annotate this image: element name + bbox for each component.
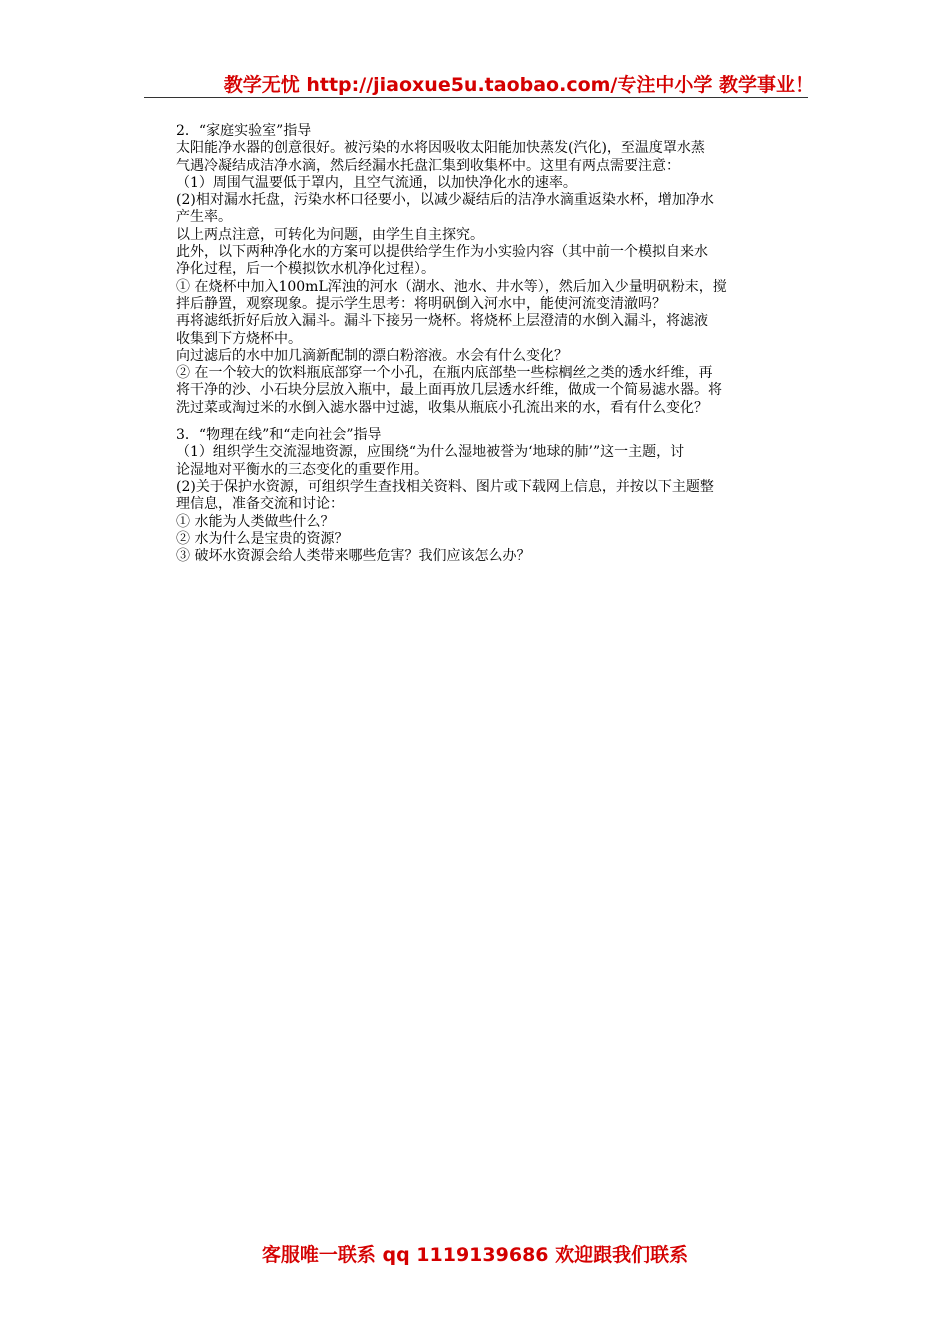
- paragraph: (2)关于保护水资源，可组织学生查找相关资料、图片或下载网上信息，并按以下主题整 理信息，准备交流和讨论：: [176, 478, 714, 513]
- paragraph: 再将滤纸折好后放入漏斗。漏斗下接另一烧杯。将烧杯上层澄清的水倒入漏斗，将滤液 收集到下方烧杯中。: [176, 313, 708, 347]
- section-heading-2: 2．“家庭实验室”指导: [176, 123, 312, 139]
- paragraph: 以上两点注意，可转化为问题，由学生自主探究。: [176, 226, 484, 243]
- section-heading-3: 3．“物理在线”和“走向社会”指导: [176, 427, 382, 444]
- paragraph: （1）组织学生交流湿地资源，应围绕“为什么湿地被誉为‘地球的肺’”这一主题，讨 论湿地对平衡水的三态变化的重要作用。: [176, 444, 685, 478]
- footer-contact: 客服唯一联系 qq 1119139686 欢迎跟我们联系: [261, 1244, 689, 1266]
- list-item: ② 水为什么是宝贵的资源？: [176, 530, 349, 547]
- document-body: [176, 123, 812, 565]
- paragraph: 向过滤后的水中加几滴新配制的漂白粉溶液。水会有什么变化？: [176, 347, 568, 364]
- header-divider: [144, 97, 808, 98]
- paragraph: （1）周围气温要低于罩内，且空气流通，以加快净化水的速率。: [176, 174, 577, 191]
- header-banner: 教学无忧 http://jiaoxue5u.taobao.com/专注中小学 教学事业！: [223, 74, 814, 96]
- paragraph: 太阳能净水器的创意很好。被污染的水将因吸收太阳能加快蒸发(汽化)，至温度罩水蒸 气遇冷凝结成洁净水滴，然后经漏水托盘汇集到收集杯中。这里有两点需要注意：: [176, 140, 705, 174]
- list-item: ③ 破坏水资源会给人类带来哪些危害？我们应该怎么办？: [176, 548, 531, 565]
- paragraph: ② 在一个较大的饮料瓶底部穿一个小孔，在瓶内底部垫一些棕榈丝之类的透水纤维，再 将干净的沙、小石块分层放入瓶中，最上面再放几层透水纤维，做成一个简易滤水器。将 洗过菜或淘过米的水倒入滤水器中过滤，收集从瓶底小孔流出来的水，看有什么变化？: [176, 365, 722, 416]
- paragraph: 此外，以下两种净化水的方案可以提供给学生作为小实验内容（其中前一个模拟自来水 净化过程，后一个模拟饮水机净化过程）。: [176, 244, 708, 278]
- paragraph: ① 在烧杯中加入100mL浑浊的河水（湖水、池水、井水等），然后加入少量明矾粉末，搅 拌后静置，观察现象。提示学生思考：将明矾倒入河水中，能使河流变清澈吗？: [176, 278, 727, 312]
- list-item: ① 水能为人类做些什么？: [176, 513, 335, 530]
- paragraph: (2)相对漏水托盘，污染水杯口径要小，以减少凝结后的洁净水滴重返染水杯，增加净水 产生率。: [176, 192, 714, 226]
